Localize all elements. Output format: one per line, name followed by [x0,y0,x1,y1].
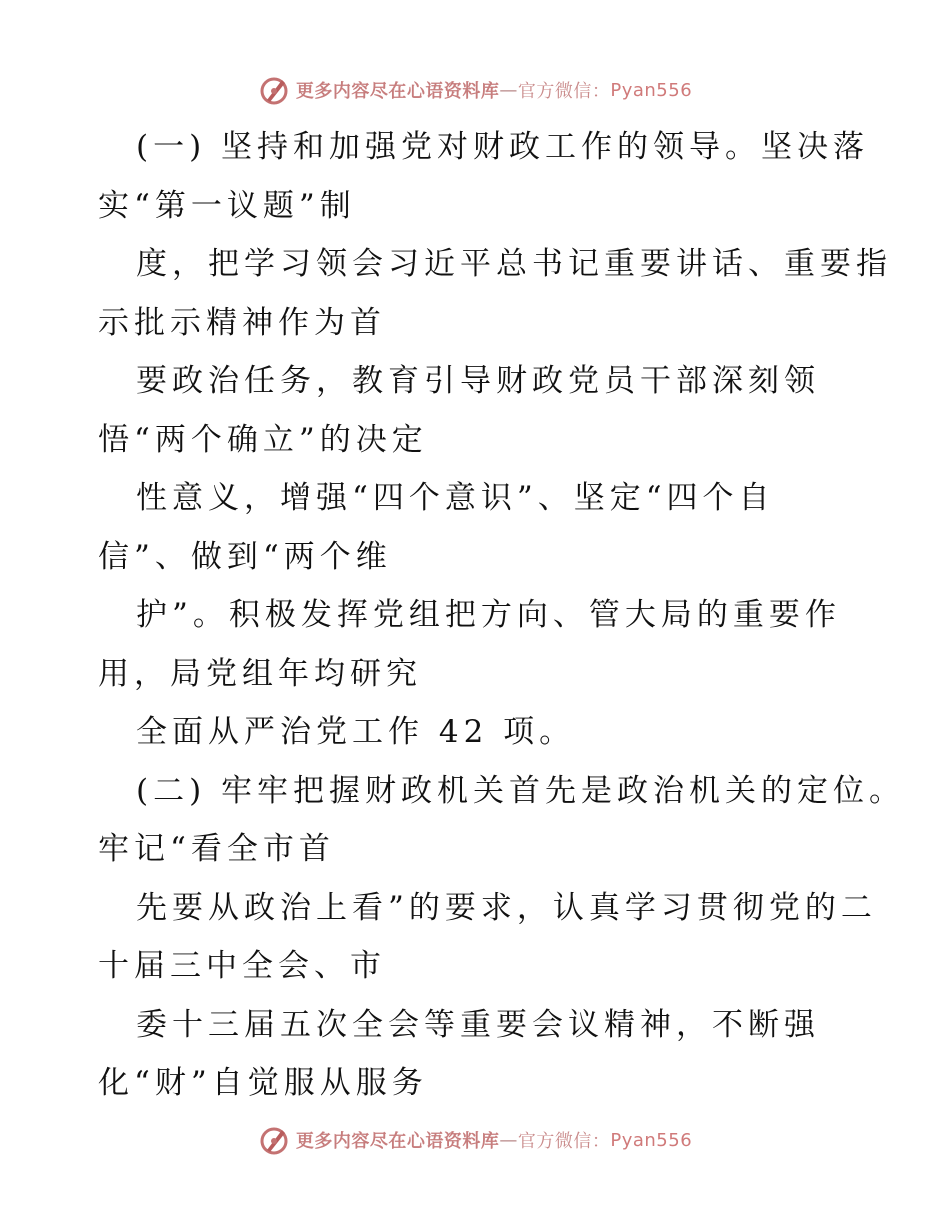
text-line: (二) 牢牢把握财政机关首先是政治机关的定位。 [136,772,906,809]
text-line: 十届三中全会、市 [98,948,386,984]
quill-seal-icon [258,1124,290,1156]
document-body [98,118,906,1113]
watermark-label: 官方微信： [517,1131,611,1152]
text-line: 护”。积极发挥党组把方向、管大局的重要作 [136,597,841,633]
text-line: 先要从政治上看”的要求，认真学习贯彻党的二 [136,889,877,926]
text-line: 性意义，增强“四个意识”、坚定“四个自 [136,480,775,516]
watermark-label: 官方微信： [517,81,611,102]
watermark-account: Pyan556 [610,1129,693,1151]
text-line: 度，把学习领会习近平总书记重要讲话、重要指 [136,246,892,282]
watermark-header [0,72,950,108]
text-line: 化“财”自觉服从服务 [98,1065,428,1101]
watermark-site-text: 更多内容尽在心语资料库 [295,1131,500,1152]
watermark-account: Pyan556 [610,79,693,101]
text-line: 要政治任务，教育引导财政党员干部深刻领 [136,363,820,399]
text-line: 实“第一议题”制 [98,187,356,224]
text-line: (一) 坚持和加强党对财政工作的领导。坚决落 [136,129,870,165]
text-line: 示批示精神作为首 [98,304,386,341]
watermark-separator: — [499,79,518,101]
watermark-site-text: 更多内容尽在心语资料库 [295,81,500,102]
text-line: 委十三届五次全会等重要会议精神，不断强 [136,1006,820,1043]
quill-seal-icon [258,74,290,106]
text-line: 用，局党组年均研究 [98,655,422,692]
text-line: 悟“两个确立”的决定 [98,421,428,458]
watermark-separator: — [499,1129,518,1151]
text-line: 信”、做到“两个维 [98,538,392,575]
text-line: 全面从严治党工作 42 项。 [136,714,576,750]
watermark-footer [0,1122,950,1158]
text-line: 牢记“看全市首 [98,831,335,867]
